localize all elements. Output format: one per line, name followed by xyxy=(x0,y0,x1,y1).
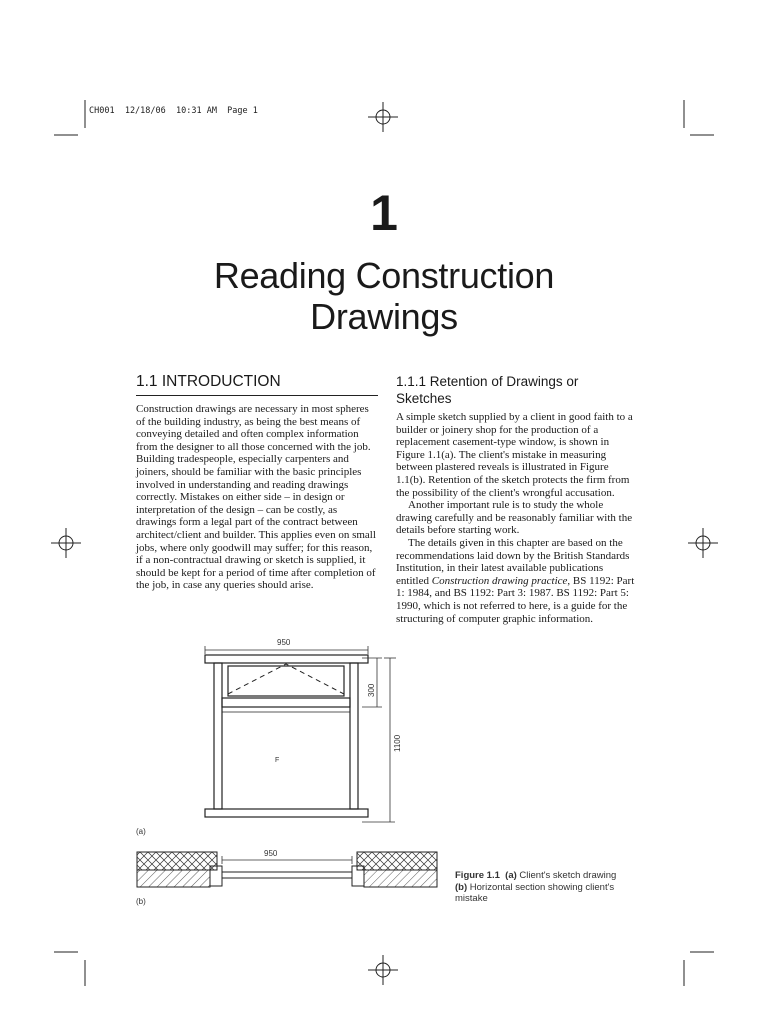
registration-mark-right xyxy=(688,528,718,558)
subsection-heading: 1.1.1 Retention of Drawings or Sketches xyxy=(396,374,579,406)
figure-b-section xyxy=(137,852,437,887)
section-heading: 1.1 INTRODUCTION xyxy=(136,373,378,396)
caption-marker-a: (a) xyxy=(505,870,517,881)
registration-mark-bottom xyxy=(368,955,398,985)
caption-text-b: Horizontal section showing client's mistake xyxy=(455,881,615,904)
left-jamb xyxy=(214,663,222,809)
chapter-number: 1 xyxy=(370,185,398,241)
figure-b-dimension xyxy=(222,856,352,864)
opening-indicator xyxy=(228,664,344,694)
figure-a-window xyxy=(205,655,368,817)
pane-label: F xyxy=(275,757,280,764)
dim-width-b-label: 950 xyxy=(264,849,278,858)
right-wall-block xyxy=(357,852,437,870)
para3-text-end: , BS 1192: Part 1: 1984, and BS 1192: Part 3: 1987. BS 1192: Part 5: 1990, which is not referred to here, is a guide for the structuring of computer graphic information. xyxy=(396,574,635,625)
dim-width-a-label: 950 xyxy=(277,638,291,647)
left-wall-plaster xyxy=(137,870,210,887)
chapter-title-line-1: Reading Construction xyxy=(213,255,555,296)
caption-figure-number: Figure 1.1 xyxy=(455,870,500,881)
figure-a-dimensions xyxy=(205,646,396,822)
dim-height-label: 1100 xyxy=(393,734,402,752)
figure-b-label: (b) xyxy=(136,897,146,906)
para3-publication-title: Construction drawing practice xyxy=(431,574,568,587)
dim-top-label: 300 xyxy=(367,683,376,697)
subsection-paragraph-1: A simple sketch supplied by a client in good faith to a builder or joinery shop for the production of a replacement casement-type window, is shown in Figure 1.1(a). The client's mistake in measuring between plastered reveals is illustrated in Figure 1.1(b). Retention of the sketch protects the firm from the possibility of the client's wrongful accusation. xyxy=(396,411,633,499)
top-light-sash xyxy=(228,666,344,696)
right-wall-plaster xyxy=(364,870,437,887)
section-paragraph: Construction drawings are necessary in most spheres of the building industry, as being the best means of conveying detailed and often complex information from the designer to all those concerned with the job. Building tradespeople, especially carpenters and joiners, should be familiar with the basic principles involved in understanding and reading drawings correctly. Mistakes on either side – in design or interpretation of the design – can be costly, as drawings form a legal part of the contract between architect/client and builder. This applies even on small jobs, where only goodwill may suffer; for this reason, if a non-contractual drawing or sketch is supplied, it should be kept for a period of time after completion of the job, in case any queries should arise. xyxy=(136,403,376,592)
caption-text-a: Client's sketch drawing xyxy=(519,870,617,881)
registration-mark-left xyxy=(51,528,81,558)
caption-marker-b: (b) xyxy=(455,881,468,893)
figure-a-label: (a) xyxy=(136,827,146,836)
subsection-paragraph-2: Another important rule is to study the whole drawing carefully and be reasonably familiar with the details before starting work. xyxy=(396,499,633,537)
chapter-title-line-2: Drawings xyxy=(310,296,458,337)
registration-mark-top xyxy=(368,102,398,132)
window-head xyxy=(205,655,368,663)
print-slug: CH001 12/18/06 10:31 AM Page 1 xyxy=(89,106,258,116)
para3-text-start: The details given in this chapter are based on the recommendations laid down by the British Standards Institution, in their latest available publications entitled xyxy=(396,536,630,587)
left-wall-block xyxy=(137,852,217,870)
right-jamb xyxy=(350,663,358,809)
window-sill xyxy=(205,809,368,817)
transom xyxy=(222,698,350,707)
